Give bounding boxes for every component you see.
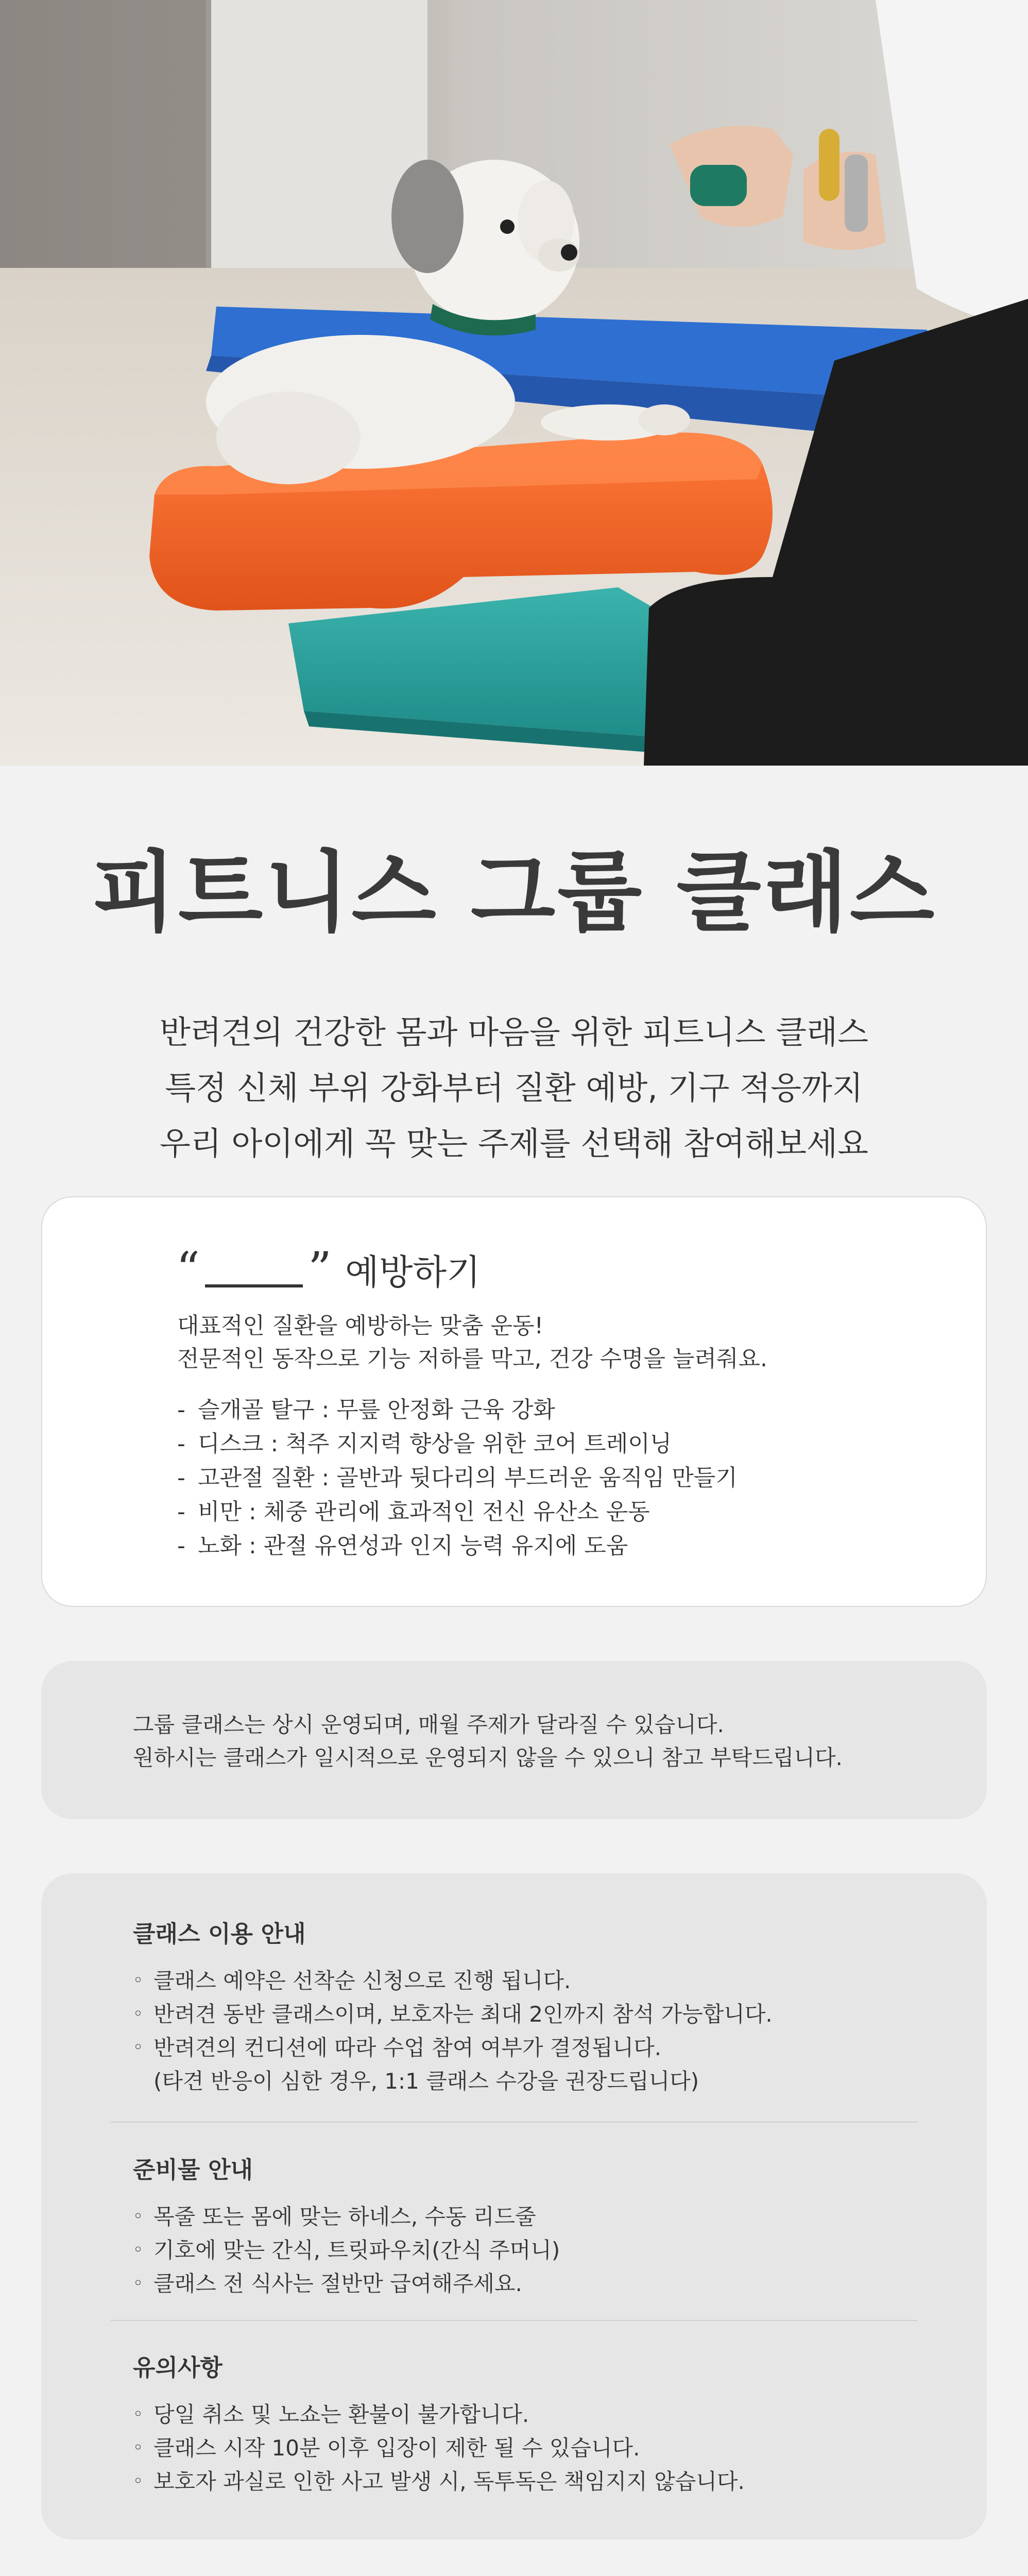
- dash-bullet: -: [177, 1499, 185, 1525]
- list-item: [133, 2466, 745, 2499]
- prevention-list: [177, 1393, 738, 1563]
- circle-bullet: ◦: [133, 2471, 144, 2492]
- dash-bullet: -: [177, 1465, 185, 1491]
- dash-bullet: -: [177, 1397, 185, 1423]
- list-item-text: 기호에 맞는 간식, 트릿파우치(간식 주머니): [153, 2238, 560, 2263]
- description-line: 대표적인 질환을 예방하는 맞춤 운동!: [177, 1313, 544, 1339]
- list-item-text: 디스크 : 척주 지지력 향상을 위한 코어 트레이닝: [198, 1431, 672, 1457]
- subtitle-line: 특정 신체 부위 강화부터 질환 예방, 기구 적응까지: [165, 1069, 863, 1107]
- subtitle-line: 우리 아이에게 꼭 맞는 주제를 선택해 참여해보세요: [160, 1125, 868, 1162]
- list-item-text: 비만 : 체중 관리에 효과적인 전신 유산소 운동: [198, 1499, 650, 1525]
- prevention-heading: [176, 1239, 481, 1300]
- open-quote: “: [176, 1242, 200, 1296]
- list-item-text: 슬개골 탈구 : 무릎 안정화 근육 강화: [198, 1397, 555, 1423]
- section-divider: [111, 2320, 917, 2321]
- prep-list: [133, 2201, 560, 2301]
- notice-line: 그룹 클래스는 상시 운영되며, 매월 주제가 달라질 수 있습니다.: [133, 1712, 724, 1737]
- list-item-text: 반려견 동반 클래스이며, 보호자는 최대 2인까지 참석 가능합니다.: [153, 2002, 773, 2027]
- circle-bullet: ◦: [133, 2240, 144, 2260]
- notice-text: [133, 1708, 843, 1774]
- page-title: 피트니스 그룹 클래스: [91, 842, 937, 944]
- fill-in-blank: [205, 1243, 303, 1287]
- circle-bullet: ◦: [133, 2404, 144, 2425]
- heading-suffix: 예방하기: [345, 1252, 481, 1293]
- usage-list: [133, 1965, 773, 2097]
- circle-bullet: ◦: [133, 2037, 144, 2058]
- list-item-text: 당일 취소 및 노쇼는 환불이 불가합니다.: [153, 2402, 529, 2427]
- dog-fitness-photo-icon: [0, 0, 1028, 766]
- list-item-text: 목줄 또는 몸에 맞는 하네스, 수동 리드줄: [153, 2204, 536, 2229]
- section-title: 준비물 안내: [133, 2156, 253, 2183]
- list-sub-note: (타견 반응이 심한 경우, 1:1 클래스 수강을 권장드립니다): [153, 2069, 699, 2094]
- list-item: [133, 2201, 560, 2234]
- usage-section: [133, 1919, 773, 2097]
- subtitle: [0, 1005, 1028, 1172]
- dash-bullet: -: [177, 1533, 185, 1559]
- circle-bullet: ◦: [133, 2273, 144, 2294]
- notice-line: 원하시는 클래스가 일시적으로 운영되지 않을 수 있으니 참고 부탁드립니다.: [133, 1745, 843, 1770]
- list-item-text: 노화 : 관절 유연성과 인지 능력 유지에 도움: [198, 1533, 628, 1559]
- description-line: 전문적인 동작으로 기능 저하를 막고, 건강 수명을 늘려줘요.: [177, 1346, 767, 1372]
- hero-photo: [0, 0, 1028, 766]
- info-box: [41, 1873, 987, 2539]
- circle-bullet: ◦: [133, 2206, 144, 2227]
- list-item-text: 클래스 전 식사는 절반만 급여해주세요.: [153, 2271, 522, 2296]
- circle-bullet: ◦: [133, 2004, 144, 2024]
- prep-section: [133, 2155, 560, 2301]
- list-item: [177, 1529, 738, 1563]
- caution-section: [133, 2352, 745, 2499]
- list-item: [133, 1965, 773, 1998]
- section-title: 클래스 이용 안내: [133, 1920, 306, 1947]
- prevention-card: [41, 1196, 987, 1607]
- circle-bullet: ◦: [133, 2437, 144, 2458]
- caution-list: [133, 2399, 745, 2499]
- list-item: [133, 2268, 560, 2301]
- list-item: [133, 2432, 745, 2466]
- prevention-description: [177, 1310, 767, 1376]
- list-item-text: 보호자 과실로 인한 사고 발생 시, 독투독은 책임지지 않습니다.: [153, 2469, 745, 2494]
- list-item: [177, 1461, 738, 1495]
- section-divider: [111, 2122, 917, 2123]
- list-item-text: 클래스 예약은 선착순 신청으로 진행 됩니다.: [153, 1968, 571, 1993]
- circle-bullet: ◦: [133, 1970, 144, 1991]
- list-item: [177, 1427, 738, 1461]
- list-item-text: 클래스 시작 10분 이후 입장이 제한 될 수 있습니다.: [153, 2435, 640, 2461]
- dash-bullet: -: [177, 1431, 185, 1457]
- list-item: [133, 2032, 773, 2065]
- list-item: [133, 2234, 560, 2268]
- list-item-text: 반려견의 컨디션에 따라 수업 참여 여부가 결정됩니다.: [153, 2035, 662, 2060]
- list-item: [177, 1495, 738, 1529]
- list-item: [133, 2399, 745, 2432]
- list-item: [177, 1393, 738, 1427]
- notice-box: [41, 1661, 987, 1819]
- subtitle-line: 반려견의 건강한 몸과 마음을 위한 피트니스 클래스: [160, 1013, 868, 1051]
- close-quote: ”: [308, 1242, 332, 1296]
- list-item-text: 고관절 질환 : 골반과 뒷다리의 부드러운 움직임 만들기: [198, 1465, 738, 1491]
- list-item: [133, 1998, 773, 2032]
- section-title: 유의사항: [133, 2354, 222, 2381]
